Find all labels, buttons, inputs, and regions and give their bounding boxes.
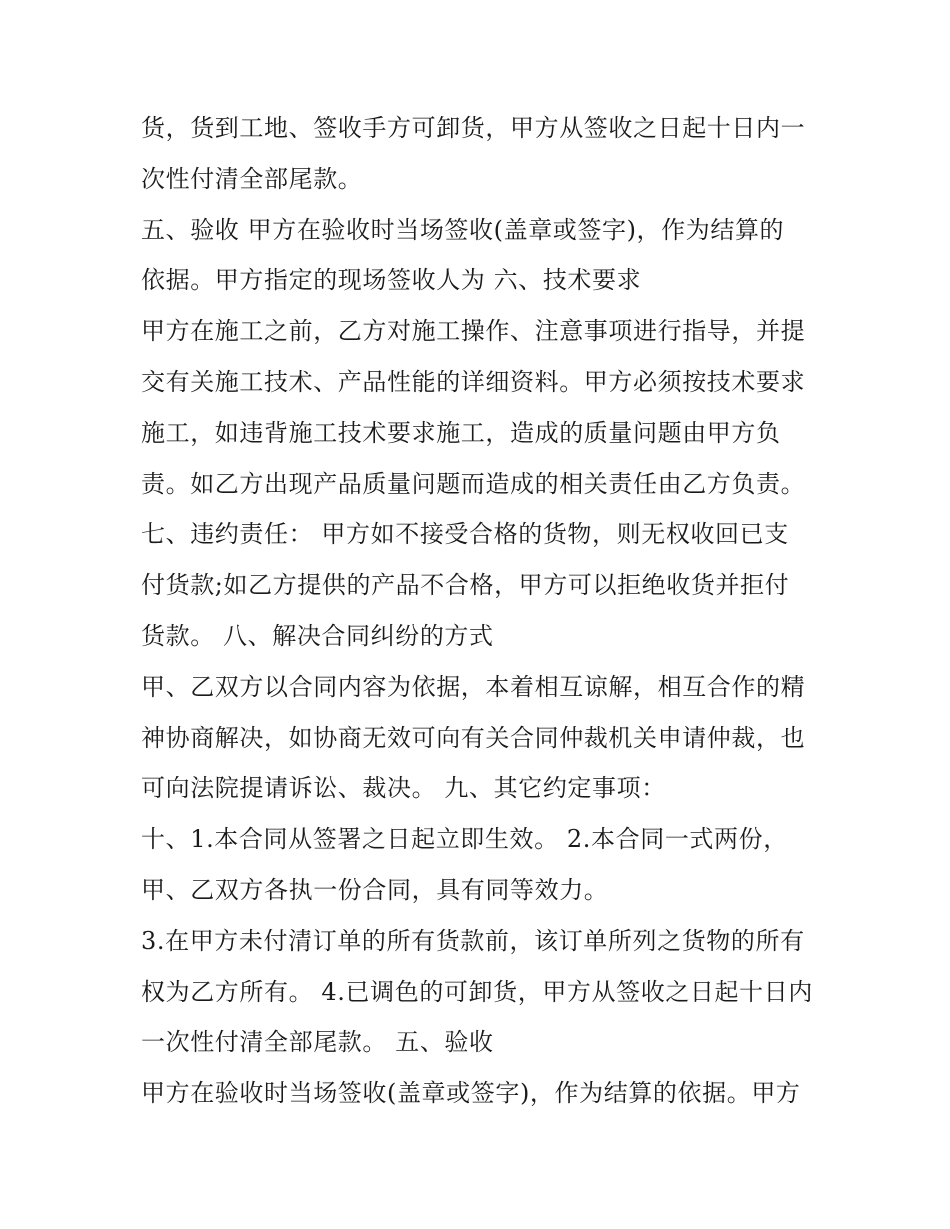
text-line: 甲、乙双方以合同内容为依据，本着相互谅解，相互合作的精 bbox=[141, 672, 806, 701]
text-line: 五、验收 甲方在验收时当场签收(盖章或签字)，作为结算的 bbox=[141, 215, 785, 244]
text-line: 3.在甲方未付清订单的所有货款前，该订单所列之货物的所有 bbox=[141, 926, 805, 955]
text-line: 责。如乙方出现产品质量问题而造成的相关责任由乙方负责。 bbox=[141, 469, 806, 498]
text-line: 权为乙方所有。 4.已调色的可卸货，甲方从签收之日起十日内 bbox=[141, 977, 813, 1006]
text-line: 施工，如违背施工技术要求施工，造成的质量问题由甲方负 bbox=[141, 418, 781, 447]
text-line: 可向法院提请诉讼、裁决。 九、其它约定事项： bbox=[141, 774, 666, 803]
text-line: 付货款;如乙方提供的产品不合格，甲方可以拒绝收货并拒付 bbox=[141, 571, 790, 600]
text-line: 十、1.本合同从签署之日起立即生效。 2.本合同一式两份， bbox=[141, 825, 788, 854]
text-line: 甲方在施工之前，乙方对施工操作、注意事项进行指导，并提 bbox=[141, 317, 806, 346]
text-line: 七、违约责任： 甲方如不接受合格的货物，则无权收回已支 bbox=[141, 520, 789, 549]
text-line: 货，货到工地、签收手方可卸货，甲方从签收之日起十日内一 bbox=[141, 114, 806, 142]
text-line: 神协商解决，如协商无效可向有关合同仲裁机关申请仲裁，也 bbox=[141, 723, 806, 752]
text-line: 甲方在验收时当场签收(盖章或签字)，作为结算的依据。甲方 bbox=[141, 1079, 801, 1108]
text-line: 次性付清全部尾款。 bbox=[141, 164, 363, 193]
text-line: 甲、乙双方各执一份合同，具有同等效力。 bbox=[141, 875, 609, 904]
text-line: 一次性付清全部尾款。 五、验收 bbox=[141, 1028, 494, 1057]
text-line: 依据。甲方指定的现场签收人为 六、技术要求 bbox=[141, 266, 642, 295]
text-line: 货款。 八、解决合同纠纷的方式 bbox=[141, 621, 494, 650]
text-line: 交有关施工技术、产品性能的详细资料。甲方必须按技术要求 bbox=[141, 367, 806, 396]
contract-text bbox=[141, 103, 831, 1119]
